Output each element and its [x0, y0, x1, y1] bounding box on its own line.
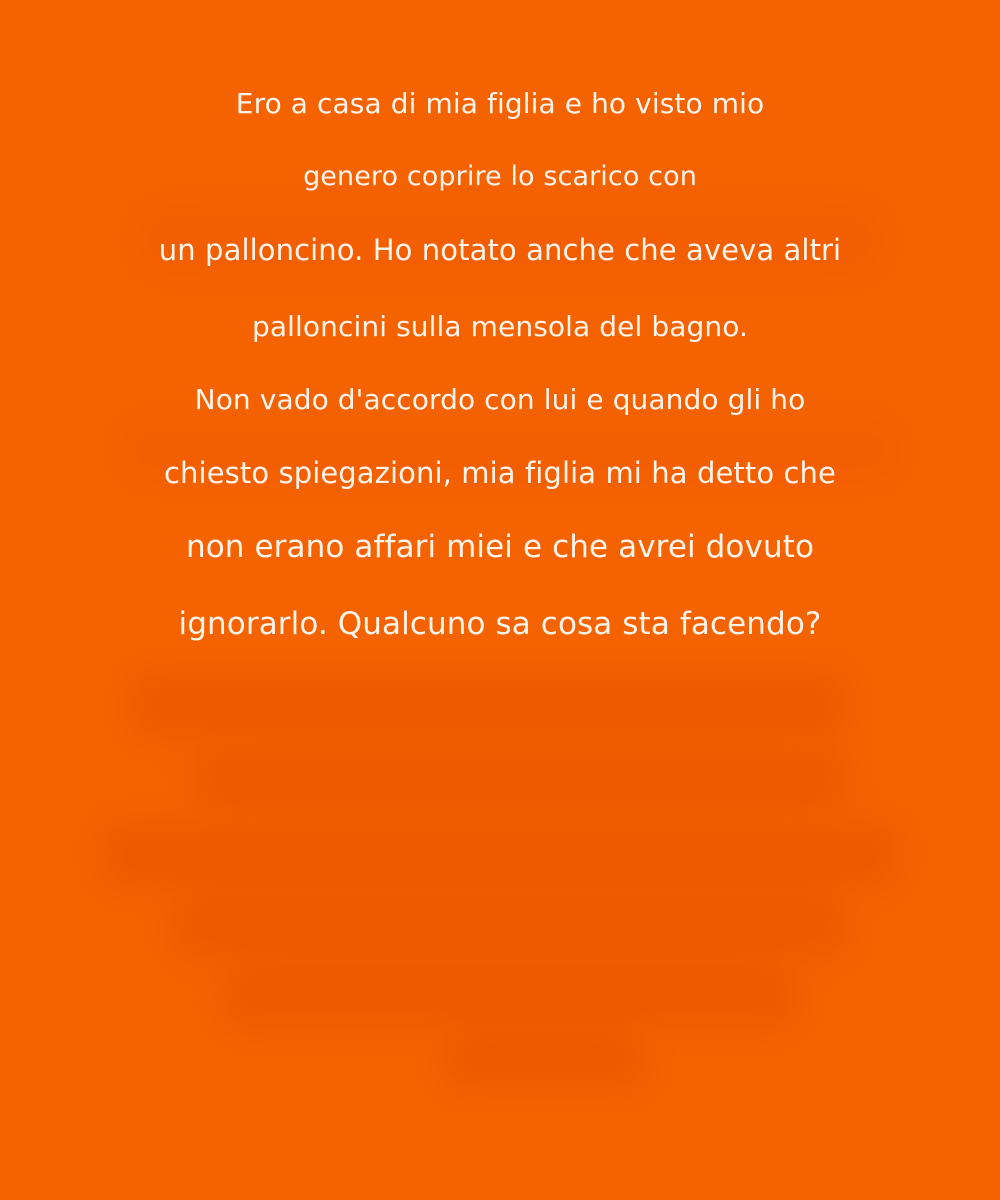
post-text-line: non erano affari miei e che avrei dovuto [185, 529, 815, 565]
blurred-text-shape [130, 670, 850, 740]
blurred-text-shape [440, 1030, 650, 1090]
post-text-line: ignorarlo. Qualcuno sa cosa sta facendo? [178, 606, 822, 642]
post-text-line: genero coprire lo scarico con [303, 161, 697, 192]
blurred-text-shape [220, 960, 800, 1030]
blurred-text-shape [190, 745, 850, 815]
blurred-text-shape [170, 890, 850, 960]
post-text-line: Non vado d'accordo con lui e quando gli ho [194, 383, 806, 416]
blurred-text-shape [100, 820, 900, 890]
post-text-line: chiesto spiegazioni, mia figlia mi ha detto che [164, 456, 836, 490]
post-text-line: Ero a casa di mia figlia e ho visto mio [235, 87, 765, 120]
post-text-line: un palloncino. Ho notato anche che aveva altri [158, 233, 842, 267]
post-text-line: palloncini sulla mensola del bagno. [252, 310, 748, 343]
